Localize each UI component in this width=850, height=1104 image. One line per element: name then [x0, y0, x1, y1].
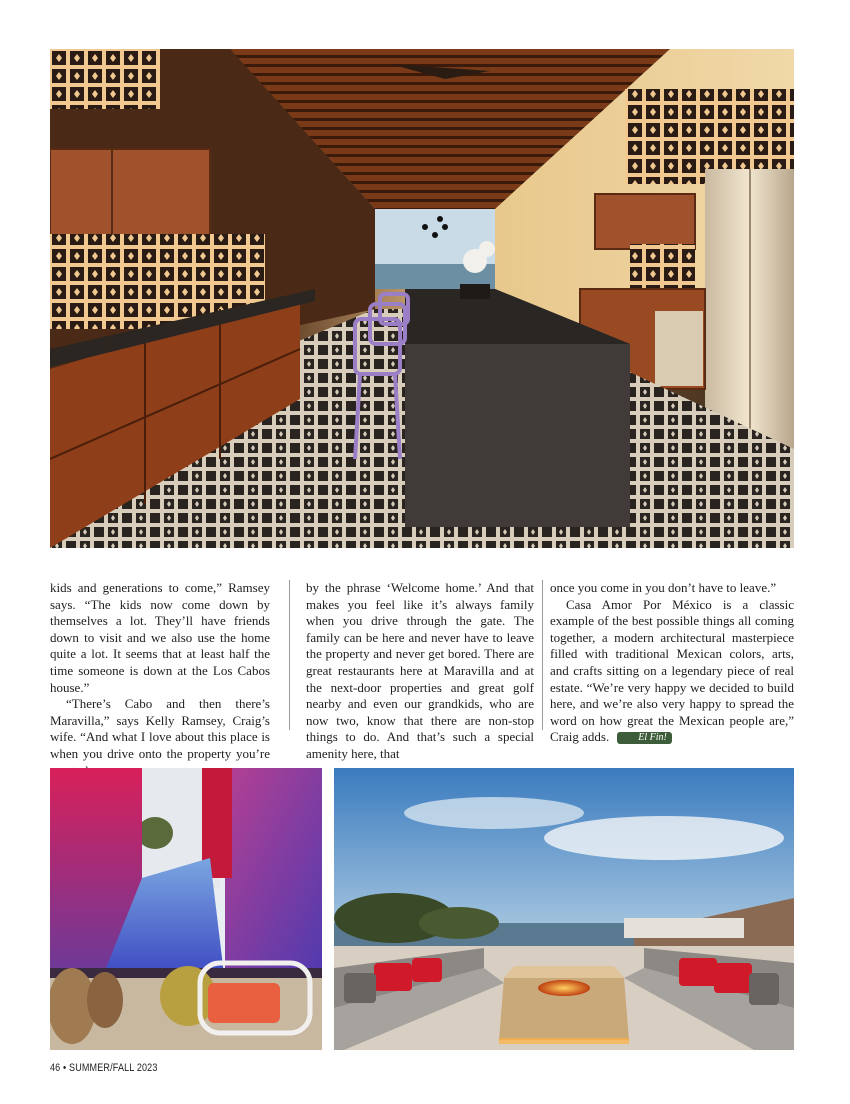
paragraph-with-end-mark [550, 597, 794, 746]
paragraph: Casa Amor Por México is a classic example of the best possible things all coming together, a modern architectural masterpiece filled with traditional Mexican colors, arts, and crafts sitting on a legendary piece of real estate. “We’re very happy we decided to build here, and we’re also very happy to spread the word on how great the Mexican people are,” Craig adds. [550, 596, 794, 745]
kitchen-photo [50, 49, 794, 548]
end-mark-badge: El Fin! [617, 732, 672, 744]
paragraph: “There’s Cabo and then there’s Maravilla,” says Kelly Ramsey, Craig’s wife. “And what I love about this place is when you drive onto the property you’re [50, 696, 270, 761]
pool-patio-photo [50, 768, 322, 1050]
paragraph: by the phrase ‘Welcome home.’ And that makes you feel like it’s always family when you drive through the gate. The family can be here and never have to leave the property and never get bored. There are great restaurants here at Maravilla and at the next-door properties and great golf nearby and even our grandkids, who are now two, know that there are non-stop things to do. And that’s such a special amenity here, that [306, 580, 534, 761]
text-column-3 [550, 580, 794, 746]
rooftop-lounge-photo [334, 768, 794, 1050]
paragraph: kids and generations to come,” Ramsey says. “The kids now come down by themselves a lot. They’ll have friends down to visit and we also use the home quite a lot. It seems that at least half the time someone is down at the Los Cabos house.” [50, 580, 270, 695]
paragraph: once you come in you don’t have to leave.” [550, 580, 777, 595]
column-divider [542, 580, 543, 730]
text-column-1 [50, 580, 270, 779]
column-divider [289, 580, 290, 730]
text-column-2 [306, 580, 534, 763]
page-folio: 46 • SUMMER/FALL 2023 [50, 1062, 158, 1074]
